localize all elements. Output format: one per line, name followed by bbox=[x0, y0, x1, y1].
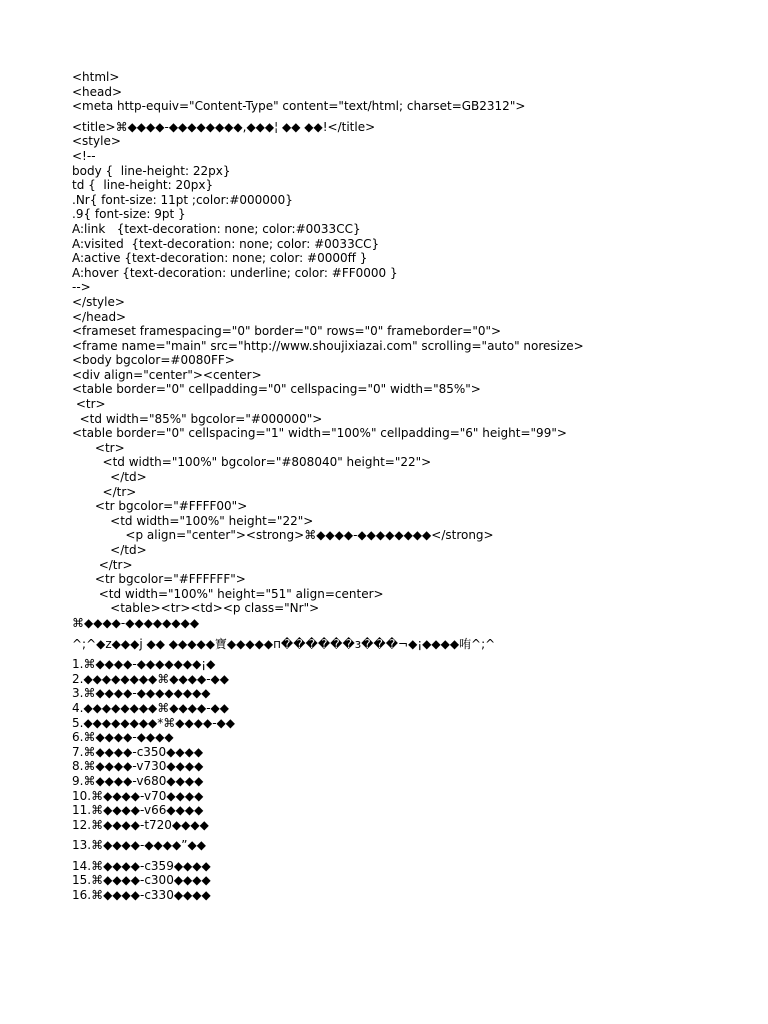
source-line: </style> bbox=[72, 294, 125, 309]
source-line: <body bgcolor=#0080FF> bbox=[72, 353, 235, 368]
source-line: </tr> bbox=[72, 557, 133, 572]
source-line: <style> bbox=[72, 134, 121, 149]
source-line: <td width="100%" bgcolor="#808040" height="22"> bbox=[72, 455, 432, 470]
source-line: </td> bbox=[72, 470, 147, 485]
source-line: ⌘◆◆◆◆-◆◆◆◆◆◆◆◆ bbox=[72, 615, 200, 630]
source-line: td { line-height: 20px} bbox=[72, 178, 214, 193]
list-item: 16.⌘◆◆◆◆-c330◆◆◆◆ bbox=[72, 888, 211, 903]
source-line: <tr> bbox=[72, 397, 106, 412]
list-item: 12.⌘◆◆◆◆-t720◆◆◆◆ bbox=[72, 817, 209, 832]
source-line: <frameset framespacing="0" border="0" rows="0" frameborder="0"> bbox=[72, 324, 502, 339]
list-item: 8.⌘◆◆◆◆-v730◆◆◆◆ bbox=[72, 759, 204, 774]
source-line: <table border="0" cellpadding="0" cellspacing="0" width="85%"> bbox=[72, 382, 481, 397]
source-line: <td width="100%" height="51" align=center> bbox=[72, 586, 384, 601]
source-line: .Nr{ font-size: 11pt ;color:#000000} bbox=[72, 192, 293, 207]
list-item: 10.⌘◆◆◆◆-v70◆◆◆◆ bbox=[72, 788, 204, 803]
source-line: <html> bbox=[72, 70, 120, 84]
source-line: A:active {text-decoration: none; color: #0000ff } bbox=[72, 251, 368, 266]
source-line: </td> bbox=[72, 543, 147, 557]
source-line: .9{ font-size: 9pt } bbox=[72, 207, 186, 222]
source-line: <frame name="main" src="http://www.shoujixiazai.com" scrolling="auto" noresize> bbox=[72, 338, 584, 353]
source-line: <div align="center"><center> bbox=[72, 367, 262, 382]
list-item: 3.⌘◆◆◆◆-◆◆◆◆◆◆◆◆ bbox=[72, 686, 211, 701]
list-item: 2.◆◆◆◆◆◆◆◆⌘◆◆◆◆-◆◆ bbox=[72, 671, 229, 686]
source-line: <td width="85%" bgcolor="#000000"> bbox=[72, 411, 323, 426]
source-line: <meta http-equiv="Content-Type" content="text/html; charset=GB2312"> bbox=[72, 99, 526, 114]
list-item: 1.⌘◆◆◆◆-◆◆◆◆◆◆◆¡◆ bbox=[72, 657, 216, 672]
source-line: A:hover {text-decoration: underline; color: #FF0000 } bbox=[72, 265, 398, 280]
source-line: </tr> bbox=[72, 484, 137, 499]
list-item: 11.⌘◆◆◆◆-v66◆◆◆◆ bbox=[72, 803, 204, 818]
source-line: <tr bgcolor="#FFFFFF"> bbox=[72, 572, 246, 587]
source-code-document bbox=[72, 70, 752, 903]
list-item: 4.◆◆◆◆◆◆◆◆⌘◆◆◆◆-◆◆ bbox=[72, 700, 229, 715]
source-line: <tr bgcolor="#FFFF00"> bbox=[72, 499, 248, 514]
source-line: </head> bbox=[72, 309, 127, 324]
list-item: 14.⌘◆◆◆◆-c359◆◆◆◆ bbox=[72, 858, 211, 873]
list-item: 7.⌘◆◆◆◆-c350◆◆◆◆ bbox=[72, 744, 204, 759]
source-line: body { line-height: 22px} bbox=[72, 163, 231, 178]
list-item: 13.⌘◆◆◆◆-◆◆◆◆”◆◆ bbox=[72, 838, 206, 853]
list-item: 15.⌘◆◆◆◆-c300◆◆◆◆ bbox=[72, 873, 211, 888]
list-item: 9.⌘◆◆◆◆-v680◆◆◆◆ bbox=[72, 773, 204, 788]
source-line: <!-- bbox=[72, 148, 96, 163]
numbered-list bbox=[72, 657, 752, 903]
source-line: <table><tr><td><p class="Nr"> bbox=[72, 601, 320, 616]
source-line: A:link {text-decoration: none; color:#0033CC} bbox=[72, 221, 361, 236]
source-line: <head> bbox=[72, 84, 123, 99]
source-line: A:visited {text-decoration: none; color: #0033CC} bbox=[72, 236, 380, 251]
source-line: <p align="center"><strong>⌘◆◆◆◆-◆◆◆◆◆◆◆◆</strong> bbox=[72, 528, 494, 543]
list-item: 6.⌘◆◆◆◆-◆◆◆◆ bbox=[72, 730, 174, 745]
list-item: 5.◆◆◆◆◆◆◆◆*⌘◆◆◆◆-◆◆ bbox=[72, 715, 235, 730]
source-line: ^;^◆z◆◆◆j ◆◆ ◆◆◆◆◆寶◆◆◆◆◆п������з���¬◆¡◆◆◆◆哊^;^ bbox=[72, 636, 496, 651]
source-line: <table border="0" cellspacing="1" width="100%" cellpadding="6" height="99"> bbox=[72, 426, 567, 441]
source-line: --> bbox=[72, 280, 91, 295]
source-line: <td width="100%" height="22"> bbox=[72, 513, 314, 528]
source-line: <title>⌘◆◆◆◆-◆◆◆◆◆◆◆◆,◆◆◆¦ ◆◆ ◆◆!</title> bbox=[72, 119, 376, 134]
source-line: <tr> bbox=[72, 440, 125, 455]
